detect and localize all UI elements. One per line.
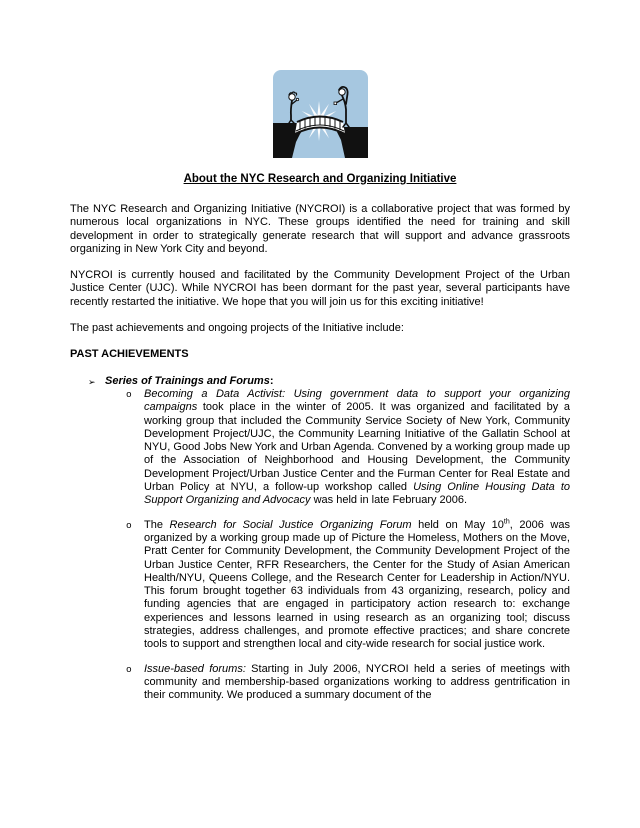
current-status-paragraph: NYCROI is currently housed and facilitated by the Community Development Project of the Urban Justice Center (UJC). While NYCROI has been dormant for the past year, several participants have recently restarted the initiative. We hope that you will join us for this exciting initiative!	[70, 269, 570, 308]
intro-paragraph: The NYC Research and Organizing Initiative (NYCROI) is a collaborative project that was formed by numerous local organizations in NYC. These groups identified the need for training and skill development in order to strategically generate research that will support and advance grassroots organizing in New York City and beyond.	[70, 203, 570, 255]
list-item-text: Issue-based forums: Starting in July 2006, NYCROI held a series of meetings with community and membership-based organizations working to address gentrification in their community. We produced a summary document of the	[144, 662, 570, 702]
list-item-social-justice-forum	[70, 519, 570, 652]
trainings-list-heading	[70, 375, 570, 388]
past-achievements-heading: PAST ACHIEVEMENTS	[70, 348, 189, 361]
circle-bullet-icon: o	[126, 663, 132, 675]
list-item-data-activist	[70, 388, 570, 508]
lead-in-paragraph: The past achievements and ongoing projects of the Initiative include:	[70, 322, 404, 335]
list-item-text: The Research for Social Justice Organizing Forum held on May 10th, 2006 was organized by a working group made up of Picture the Homeless, Mothers on the Move, Pratt Center for Community Development, the Community Development Project of the Urban Justice Center, RFR Researchers, the Center for the Study of Asian American Health/NYU, Queens College, and the Research Center for Leadership in Action/NYU. This forum brought together 63 individuals from 43 organizing, research, policy and funding agencies that are engaged in participatory action research to: exchange experiences and lessons learned in using research as an organizing tool; discuss strategies, address challenges, and promote effective practices; and share concrete tools to support and strengthen local and city-wide research for social justice work.	[144, 517, 570, 651]
list-item-text: Becoming a Data Activist: Using government data to support your organizing campaigns took place in the winter of 2005. It was organized and facilitated by a working group that included the Community Service Society of New York, Community Development Project/UJC, the Community Learning Initiative of the Gallatin School at NYU, Good Jobs New York and Urban Agenda. Convened by a working group made up of the Association of Neighborhood and Housing Development, the Community Development Project/Urban Justice Center and the Furman Center for Real Estate and Urban Policy at NYU, a follow-up workshop called Using Online Housing Data to Support Organizing and Advocacy was held in late February 2006.	[144, 387, 570, 507]
circle-bullet-icon: o	[126, 388, 132, 400]
two-people-talking-across-bridge-clipart	[273, 70, 368, 158]
circle-bullet-icon: o	[126, 519, 132, 531]
list-item-issue-based-forums	[70, 663, 570, 703]
trainings-list-heading-colon: :	[269, 374, 274, 387]
illustration-container	[70, 70, 570, 163]
page-title: About the NYC Research and Organizing Initiative	[183, 173, 457, 185]
trainings-list-heading-label: Series of Trainings and Forums	[105, 374, 270, 387]
arrow-bullet-icon: ➢	[88, 376, 96, 387]
